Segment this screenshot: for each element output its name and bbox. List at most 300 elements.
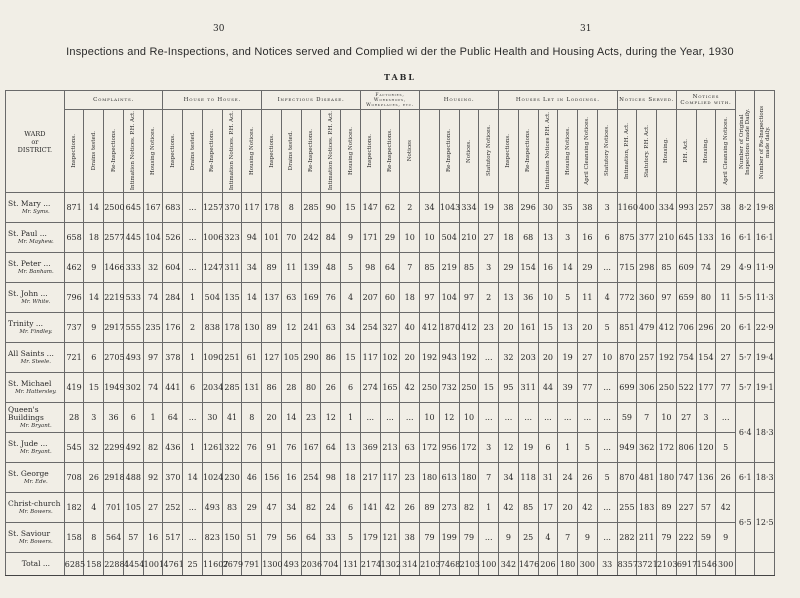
- data-cell: 27: [479, 223, 499, 253]
- data-cell: ...: [183, 253, 203, 283]
- data-cell: 172: [657, 433, 677, 463]
- data-cell: 806: [676, 433, 696, 463]
- data-cell: 35: [558, 193, 578, 223]
- data-cell: 715: [617, 253, 637, 283]
- data-cell: 104: [143, 223, 163, 253]
- data-cell: 419: [64, 373, 84, 403]
- group-house-to-house: House to House.: [163, 91, 262, 110]
- data-cell: 30: [538, 193, 558, 223]
- data-cell: 545: [64, 433, 84, 463]
- subheader-complaints-4: Housing Notices.: [143, 110, 163, 193]
- data-cell: 6: [123, 403, 143, 433]
- data-cell: 15: [341, 193, 361, 223]
- data-cell: 708: [64, 463, 84, 493]
- data-cell: 117: [380, 463, 400, 493]
- data-cell: 2705: [104, 343, 124, 373]
- data-cell: 993: [676, 193, 696, 223]
- data-cell: 10: [597, 343, 617, 373]
- data-cell: 1090: [202, 343, 222, 373]
- data-cell: 36: [104, 403, 124, 433]
- data-cell: ...: [597, 493, 617, 523]
- data-cell: 60: [380, 283, 400, 313]
- data-cell: 493: [202, 493, 222, 523]
- data-cell: 34: [420, 193, 440, 223]
- data-cell: 94: [242, 223, 262, 253]
- data-cell: 7: [400, 253, 420, 283]
- data-cell: 39: [558, 373, 578, 403]
- data-cell: 18: [400, 283, 420, 313]
- total-cell: 2036: [301, 553, 321, 576]
- data-cell: 178: [262, 193, 282, 223]
- data-cell: 59: [617, 403, 637, 433]
- daily-reinspection-cell: 18·3: [755, 463, 775, 493]
- subheader-complied-1: Housing.: [696, 110, 716, 193]
- data-cell: 120: [696, 433, 716, 463]
- ward-name-cell: Christ-church Mr. Bowers.: [6, 493, 65, 523]
- data-cell: 25: [518, 523, 538, 553]
- data-cell: 79: [657, 523, 677, 553]
- data-cell: 4: [597, 283, 617, 313]
- data-cell: 311: [518, 373, 538, 403]
- data-cell: 141: [360, 493, 380, 523]
- total-cell: 131: [341, 553, 361, 576]
- data-cell: 250: [459, 373, 479, 403]
- data-cell: 70: [281, 223, 301, 253]
- data-cell: 48: [321, 253, 341, 283]
- data-cell: 136: [696, 463, 716, 493]
- total-cell: 1300: [262, 553, 282, 576]
- sub-header-row: [6, 110, 775, 193]
- data-cell: 699: [617, 373, 637, 403]
- data-cell: 192: [459, 343, 479, 373]
- data-cell: 61: [242, 343, 262, 373]
- data-cell: 604: [163, 253, 183, 283]
- data-cell: 564: [104, 523, 124, 553]
- data-cell: 26: [84, 463, 104, 493]
- data-cell: 273: [439, 493, 459, 523]
- data-cell: 117: [242, 193, 262, 223]
- data-cell: 57: [696, 493, 716, 523]
- data-cell: 105: [123, 493, 143, 523]
- data-cell: 17: [538, 493, 558, 523]
- data-cell: 492: [123, 433, 143, 463]
- data-cell: 179: [360, 523, 380, 553]
- data-cell: ...: [558, 403, 578, 433]
- data-cell: ...: [597, 523, 617, 553]
- table-row: [6, 313, 775, 343]
- data-cell: 98: [321, 463, 341, 493]
- data-cell: 42: [578, 493, 598, 523]
- data-cell: 19: [479, 193, 499, 223]
- data-cell: 533: [123, 283, 143, 313]
- subheader-infectious-2: Re-Inspections.: [301, 110, 321, 193]
- subheader-lodgings-3: Housing Notices.: [558, 110, 578, 193]
- data-cell: 89: [420, 493, 440, 523]
- data-cell: 59: [696, 523, 716, 553]
- data-cell: 14: [558, 253, 578, 283]
- data-cell: 150: [222, 523, 242, 553]
- data-cell: 102: [380, 343, 400, 373]
- data-cell: 15: [538, 313, 558, 343]
- data-cell: 4: [341, 283, 361, 313]
- data-cell: ...: [518, 403, 538, 433]
- data-cell: 76: [281, 433, 301, 463]
- data-cell: 203: [518, 343, 538, 373]
- data-cell: 5: [578, 433, 598, 463]
- data-cell: 38: [578, 193, 598, 223]
- data-cell: 219: [439, 253, 459, 283]
- data-cell: 77: [716, 373, 736, 403]
- total-cell: 158: [84, 553, 104, 576]
- data-cell: 8: [84, 523, 104, 553]
- data-cell: 4: [84, 493, 104, 523]
- data-cell: 89: [262, 313, 282, 343]
- ward-name-cell: Trinity ... Mr. Findley.: [6, 313, 65, 343]
- data-cell: 177: [696, 373, 716, 403]
- data-cell: 6: [84, 343, 104, 373]
- subheader-lodgings-2: Intimation Notices P.H. Act.: [538, 110, 558, 193]
- data-cell: 77: [578, 373, 598, 403]
- data-cell: 10: [420, 403, 440, 433]
- data-cell: 38: [716, 193, 736, 223]
- data-cell: 12: [499, 433, 519, 463]
- data-cell: ...: [360, 403, 380, 433]
- data-cell: 38: [400, 523, 420, 553]
- total-cell: 2103: [420, 553, 440, 576]
- data-cell: ...: [400, 403, 420, 433]
- total-cell: 6285: [64, 553, 84, 576]
- data-cell: 16: [716, 223, 736, 253]
- ward-name-cell: St. Paul ... Mr. Mayhew.: [6, 223, 65, 253]
- total-empty-cell: [755, 553, 775, 576]
- data-cell: 40: [400, 313, 420, 343]
- data-cell: 34: [499, 463, 519, 493]
- group-notices-served: Notices Served.: [617, 91, 676, 110]
- data-cell: 101: [262, 223, 282, 253]
- data-cell: 609: [676, 253, 696, 283]
- total-cell: 314: [400, 553, 420, 576]
- data-cell: 26: [716, 463, 736, 493]
- data-cell: 95: [499, 373, 519, 403]
- data-cell: 290: [301, 343, 321, 373]
- data-cell: 27: [716, 343, 736, 373]
- data-cell: 306: [637, 373, 657, 403]
- data-cell: 378: [163, 343, 183, 373]
- data-cell: ...: [597, 433, 617, 463]
- data-cell: ...: [578, 403, 598, 433]
- data-cell: 1: [183, 433, 203, 463]
- data-cell: 20: [262, 403, 282, 433]
- data-cell: ...: [183, 223, 203, 253]
- data-cell: 176: [163, 313, 183, 343]
- total-cell: 100: [479, 553, 499, 576]
- data-cell: 255: [617, 493, 637, 523]
- data-cell: 28: [281, 373, 301, 403]
- data-cell: 92: [143, 463, 163, 493]
- data-cell: 3: [84, 403, 104, 433]
- data-cell: 64: [301, 523, 321, 553]
- data-cell: 29: [578, 253, 598, 283]
- total-empty-cell: [736, 553, 755, 576]
- subheader-complaints-3: Intimation Notices. P.H. Act.: [123, 110, 143, 193]
- total-cell: 1001: [143, 553, 163, 576]
- data-cell: 217: [360, 463, 380, 493]
- data-cell: 167: [301, 433, 321, 463]
- data-cell: 23: [479, 313, 499, 343]
- data-cell: 370: [163, 463, 183, 493]
- data-cell: 235: [143, 313, 163, 343]
- data-cell: 1: [558, 433, 578, 463]
- total-cell: 1476: [518, 553, 538, 576]
- data-cell: ...: [538, 403, 558, 433]
- table-row: [6, 403, 775, 433]
- data-cell: 772: [617, 283, 637, 313]
- daily-reinspection-cell: 22·9: [755, 313, 775, 343]
- data-cell: 362: [637, 433, 657, 463]
- table-body: [6, 193, 775, 576]
- data-cell: 369: [360, 433, 380, 463]
- data-cell: 1: [143, 403, 163, 433]
- data-cell: 79: [459, 523, 479, 553]
- data-cell: 6: [341, 373, 361, 403]
- data-cell: 1261: [202, 433, 222, 463]
- data-cell: 1160: [617, 193, 637, 223]
- table-row: [6, 343, 775, 373]
- data-cell: 7: [637, 403, 657, 433]
- data-cell: 161: [518, 313, 538, 343]
- data-cell: 1870: [439, 313, 459, 343]
- data-cell: 721: [64, 343, 84, 373]
- subheader-infectious-1: Drains tested.: [281, 110, 301, 193]
- data-cell: 29: [380, 223, 400, 253]
- data-cell: 29: [499, 253, 519, 283]
- data-cell: 441: [163, 373, 183, 403]
- total-cell: 7468: [439, 553, 459, 576]
- total-cell: 300: [578, 553, 598, 576]
- subheader-complaints-2: Re-Inspections.: [104, 110, 124, 193]
- data-cell: 74: [143, 283, 163, 313]
- data-cell: 44: [538, 373, 558, 403]
- data-cell: 183: [637, 493, 657, 523]
- data-cell: 250: [657, 373, 677, 403]
- data-cell: 3: [558, 223, 578, 253]
- data-cell: 504: [202, 283, 222, 313]
- data-cell: 11: [578, 283, 598, 313]
- data-cell: 3: [597, 193, 617, 223]
- data-cell: 172: [420, 433, 440, 463]
- daily-reinspection-cell: 18·3: [755, 403, 775, 463]
- data-cell: 5: [597, 463, 617, 493]
- data-cell: 15: [84, 373, 104, 403]
- data-cell: 645: [676, 223, 696, 253]
- data-cell: 192: [657, 343, 677, 373]
- data-cell: 13: [558, 313, 578, 343]
- data-cell: 158: [64, 523, 84, 553]
- data-cell: 3: [479, 433, 499, 463]
- data-cell: 32: [499, 343, 519, 373]
- total-row: [6, 553, 775, 576]
- data-cell: 97: [657, 283, 677, 313]
- data-cell: 14: [84, 193, 104, 223]
- data-cell: 68: [518, 223, 538, 253]
- data-cell: 16: [538, 253, 558, 283]
- data-cell: 85: [518, 493, 538, 523]
- data-cell: 10: [459, 403, 479, 433]
- subheader-factories-1: Re-Inspections.: [380, 110, 400, 193]
- data-cell: 5: [341, 253, 361, 283]
- data-cell: 488: [123, 463, 143, 493]
- data-cell: 27: [143, 493, 163, 523]
- data-cell: 63: [400, 433, 420, 463]
- subheader-factories-0: Inspections.: [360, 110, 380, 193]
- data-cell: 436: [163, 433, 183, 463]
- data-cell: 32: [84, 433, 104, 463]
- total-cell: 22881: [104, 553, 124, 576]
- data-cell: 298: [637, 253, 657, 283]
- data-cell: 84: [321, 223, 341, 253]
- data-cell: 285: [222, 373, 242, 403]
- subheader-house-1: Drains tested.: [183, 110, 203, 193]
- total-label: Total ...: [6, 553, 65, 576]
- ward-name-cell: St. Peter ... Mr. Banham.: [6, 253, 65, 283]
- subheader-complaints-1: Drains tested.: [84, 110, 104, 193]
- data-cell: 9: [499, 523, 519, 553]
- data-cell: 36: [518, 283, 538, 313]
- total-cell: 2103: [657, 553, 677, 576]
- subheader-infectious-3: Intimation Notices. P.H. Act.: [321, 110, 341, 193]
- subheader-complaints-0: Inspections.: [64, 110, 84, 193]
- data-cell: 9: [84, 313, 104, 343]
- table-row: [6, 523, 775, 553]
- data-cell: 192: [420, 343, 440, 373]
- data-cell: 169: [301, 283, 321, 313]
- subheader-housing-0: [420, 110, 440, 193]
- subheader-lodgings-0: Inspections.: [499, 110, 519, 193]
- data-cell: ...: [183, 403, 203, 433]
- data-cell: 86: [262, 373, 282, 403]
- data-cell: 943: [439, 343, 459, 373]
- ward-name-cell: St. Michael Mr. Hattersley.: [6, 373, 65, 403]
- data-cell: 754: [676, 343, 696, 373]
- data-cell: 38: [499, 193, 519, 223]
- data-cell: 26: [578, 463, 598, 493]
- data-cell: 1: [183, 343, 203, 373]
- data-cell: 823: [202, 523, 222, 553]
- table-row: [6, 463, 775, 493]
- data-cell: 30: [202, 403, 222, 433]
- data-cell: 23: [400, 463, 420, 493]
- total-cell: 2679: [222, 553, 242, 576]
- data-cell: 33: [321, 523, 341, 553]
- data-cell: 131: [242, 373, 262, 403]
- data-cell: ...: [479, 403, 499, 433]
- data-cell: 13: [499, 283, 519, 313]
- data-cell: 9: [578, 523, 598, 553]
- subheader-served-2: Housing.: [657, 110, 677, 193]
- data-cell: 167: [143, 193, 163, 223]
- data-cell: 3: [696, 403, 716, 433]
- ward-column-header: WARD or DISTRICT.: [6, 91, 65, 193]
- data-cell: 121: [380, 523, 400, 553]
- total-cell: 2103: [459, 553, 479, 576]
- data-cell: 76: [321, 283, 341, 313]
- daily-original-cell: 6·1: [736, 223, 755, 253]
- data-cell: 46: [242, 463, 262, 493]
- data-cell: 5: [341, 523, 361, 553]
- total-cell: 180: [558, 553, 578, 576]
- data-cell: ...: [597, 373, 617, 403]
- data-cell: 400: [637, 193, 657, 223]
- total-cell: 704: [321, 553, 341, 576]
- data-cell: 706: [676, 313, 696, 343]
- data-cell: 6: [597, 223, 617, 253]
- data-cell: 257: [637, 343, 657, 373]
- data-cell: 1257: [202, 193, 222, 223]
- data-cell: 90: [321, 193, 341, 223]
- data-cell: ...: [597, 403, 617, 433]
- data-cell: 34: [341, 313, 361, 343]
- data-cell: ...: [380, 403, 400, 433]
- data-cell: 180: [657, 463, 677, 493]
- subheader-infectious-0: Inspections.: [262, 110, 282, 193]
- data-cell: 522: [676, 373, 696, 403]
- data-cell: ...: [183, 493, 203, 523]
- data-cell: 13: [538, 223, 558, 253]
- data-cell: ...: [499, 403, 519, 433]
- daily-original-cell: 6·1: [736, 313, 755, 343]
- data-cell: 14: [84, 283, 104, 313]
- data-cell: 2500: [104, 193, 124, 223]
- data-cell: 85: [420, 253, 440, 283]
- data-cell: 86: [321, 343, 341, 373]
- data-cell: 875: [617, 223, 637, 253]
- data-cell: 97: [459, 283, 479, 313]
- data-cell: 658: [64, 223, 84, 253]
- subheader-complied-0: P.H. Act.: [676, 110, 696, 193]
- daily-original-header: Number of Original Inspections made Daily.: [736, 91, 755, 193]
- data-cell: 732: [439, 373, 459, 403]
- subheader-house-0: Inspections.: [163, 110, 183, 193]
- ward-name-cell: St. Saviour Mr. Bowers.: [6, 523, 65, 553]
- data-cell: 14: [281, 403, 301, 433]
- data-cell: 737: [64, 313, 84, 343]
- data-cell: 213: [380, 433, 400, 463]
- data-cell: 137: [262, 283, 282, 313]
- data-cell: 11: [716, 283, 736, 313]
- data-cell: 15: [341, 343, 361, 373]
- subheader-housing-3: Statutory Notices.: [479, 110, 499, 193]
- data-cell: 133: [696, 223, 716, 253]
- data-cell: 63: [281, 283, 301, 313]
- data-cell: 701: [104, 493, 124, 523]
- data-cell: 41: [222, 403, 242, 433]
- data-cell: 2: [183, 313, 203, 343]
- data-cell: 613: [439, 463, 459, 493]
- data-cell: 79: [262, 523, 282, 553]
- data-cell: 98: [360, 253, 380, 283]
- subheader-lodgings-4: April Cleansing Notices.: [578, 110, 598, 193]
- data-cell: 250: [420, 373, 440, 403]
- data-cell: 2299: [104, 433, 124, 463]
- data-cell: 11: [281, 253, 301, 283]
- data-cell: 172: [459, 433, 479, 463]
- data-cell: 242: [301, 223, 321, 253]
- data-cell: 870: [617, 343, 637, 373]
- data-cell: 20: [400, 343, 420, 373]
- data-cell: 2: [479, 283, 499, 313]
- data-cell: 9: [716, 523, 736, 553]
- group-lodgings: Houses Let in Lodgings.: [499, 91, 618, 110]
